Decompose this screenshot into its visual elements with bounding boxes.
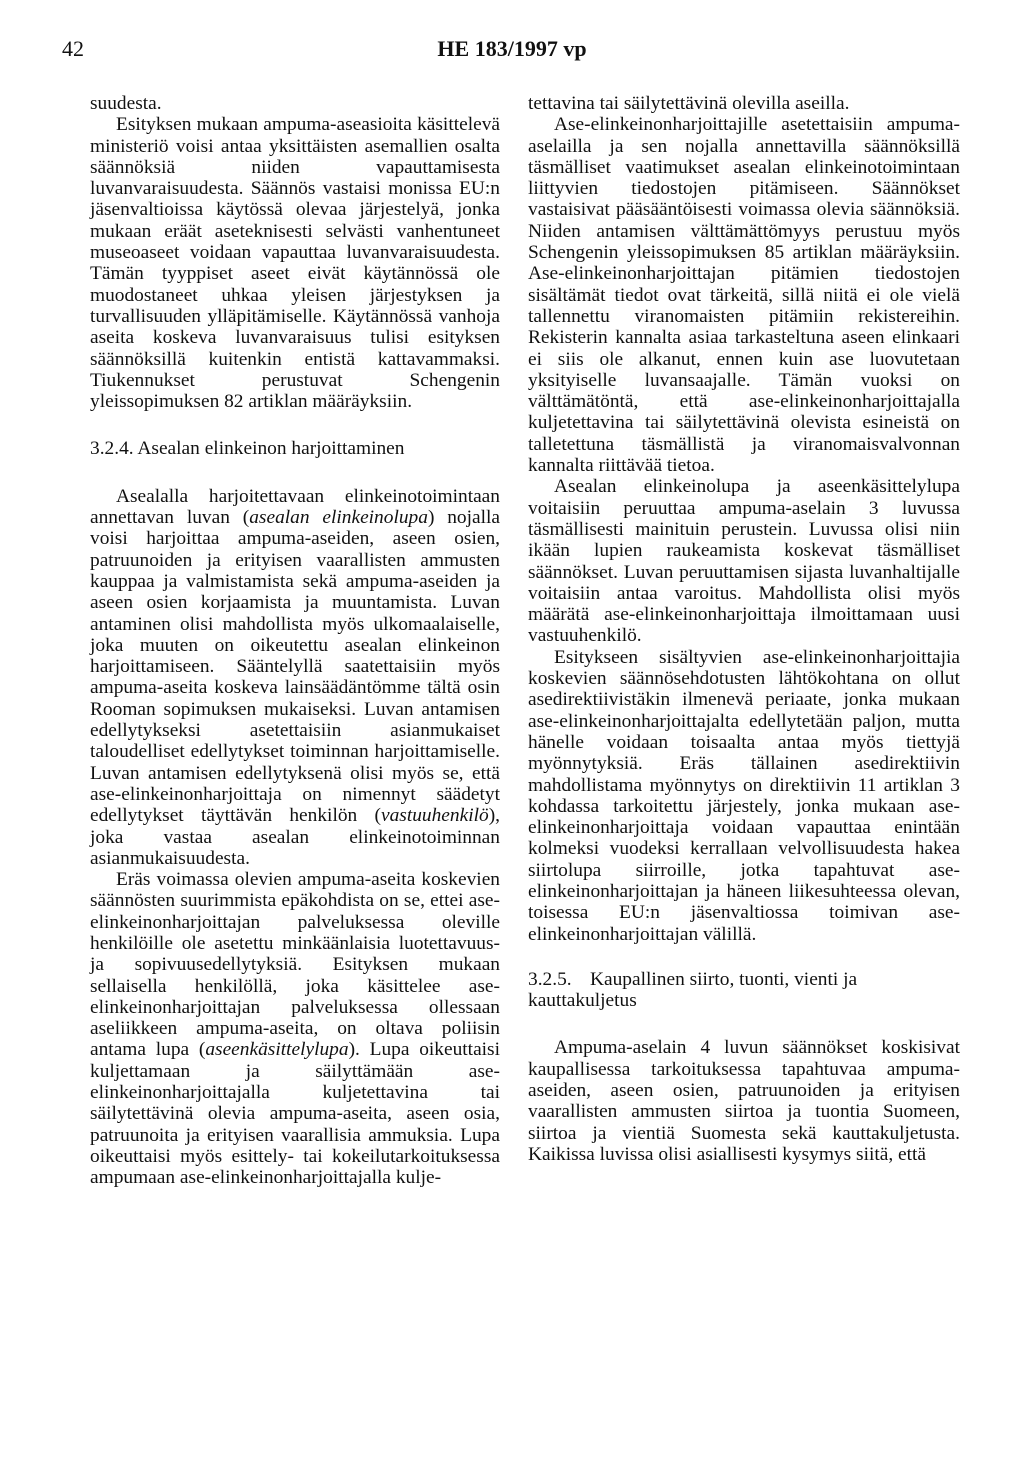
paragraph: Asealan elinkeinolupa ja aseenkäsittelylupa voitaisiin peruuttaa ampuma-aselain 3 luvussa täsmällisesti mainituin perustein. Luvussa olisi niin ikään lupien raukeamista koskevat täsmälliset säännökset. Luvan peruuttamisen sijasta luvanhaltijalle voitaisiin antaa varoitus. Mahdollista olisi myös määrätä ase-elinkeinonharjoittaja ilmoittamaan uusi vastuuhenkilö. [528, 476, 960, 647]
text-span: Eräs voimassa olevien ampuma-aseita koskevien säännösten suurimmista epäkohdista on se, ettei ase-elinkeinonharjoittajan palveluksessa oleville henkilöille ole asetettu minkäänlaisia luotettavuus- ja sopivuusedellytyksiä. Esityksen mukaan sellaisella henkilöllä, joka käsittelee ase-elinkeinonharjoittajan palveluksessa ollessaan aseliikkeen ampuma-aseita, on oltava poliisin antama lupa ( [90, 869, 500, 1061]
paragraph: Esitykseen sisältyvien ase-elinkeinonharjoittajia koskevien säännösehdotusten lähtökohtana on ollut asedirektiivistäkin ilmenevä periaate, jonka mukaan ase-elinkeinonharjoittajalta edellytetään paljon, mutta hänelle voidaan toisaalta antaa myös tiettyjä myönnytyksiä. Eräs tällainen asedirektiivin mahdollistama myönnytys on direktiivin 11 artiklan 3 kohdassa tarkoitettu järjestely, jonka mukaan ase-elinkeinonharjoittaja voidaan vapauttaa enintään kolmeksi vuodeksi kerrallaan velvollisuudesta hakea siirtolupa siirroille, jotka tapahtuvat ase-elinkeinonharjoittajan ja häneen liikesuhteessa olevan, toisessa EU:n jäsenvaltiossa toimivan ase-elinkeinonharjoittajan välillä. [528, 646, 960, 945]
section-heading [528, 969, 960, 1012]
paragraph [90, 486, 500, 869]
italic-term: aseenkäsittelylupa [205, 1039, 349, 1061]
italic-term: vastuuhenkilö [380, 805, 489, 827]
right-column [528, 93, 960, 1165]
left-column [90, 93, 500, 1189]
paragraph: Ase-elinkeinonharjoittajille asetettaisiin ampuma-aselailla ja sen nojalla annettavilla säännöksillä täsmälliset vaatimukset asealan elinkeinotoimintaan liittyvien tiedostojen pitämiseen. Säännökset vastaisivat pääsääntöisesti voimassa olevia säännöksiä. Niiden antamisen välttämättömyys perustuu myös Schengenin yleissopimuksen 85 artiklan määräyksiin. Ase-elinkeinonharjoittajan pitämien tiedostojen sisältämät tiedot ovat tärkeitä, sillä niitä ei ole vielä tallennettu viranomaisten pitämiin rekistereihin. Rekisterin kannalta asiaa tarkasteltuna aseen elinkaari ei siis ole alkanut, ennen kuin ase luovutetaan yksityiselle luvansaajalle. Tämän vuoksi on välttämätöntä, että ase-elinkeinonharjoittajalla kuljetettavina tai säilytettävinä olevista esineistä on talletettuna täsmällistä ja viranomaisvalvonnan kannalta riittävää tietoa. [528, 114, 960, 477]
text-span: ) nojalla voisi harjoittaa ampuma-aseiden, aseen osien, patruunoiden ja erityisen vaarallisten ammusten kauppaa ja valmistamista sekä ampuma-aseiden ja aseen osien korjaamista ja muuntamista. Luvan antaminen olisi mahdollista myös ulkomaalaiselle, joka muuten on oikeutettu asealan elinkeinon harjoittamiseen. Sääntelyllä saatettaisiin myös ampuma-aseita koskeva lainsäädäntömme tältä osin Rooman sopimuksen mukaiseksi. Luvan antamisen edellytykseksi asetettaisiin asianmukaiset taloudelliset edellytykset toiminnan harjoittamiselle. Luvan antamisen edellytyksenä olisi myös se, että ase-elinkeinonharjoittaja on nimennyt säädetyt edellytykset täyttävän henkilön ( [90, 507, 501, 827]
paragraph: Ampuma-aselain 4 luvun säännökset koskisivat kaupallisessa tarkoituksessa tapahtuvaa ampuma-aseiden, aseen osien, patruunoiden ja erityisen vaarallisten ammusten siirtoa ja tuontia Suomeen, siirtoa ja vientiä Suomesta sekä kauttakuljetusta. Kaikissa luvissa olisi asiallisesti kysymys siitä, että [528, 1037, 960, 1165]
text-span: ), joka vastaa asealan elinkeinotoiminnan asianmukaisuudesta. [90, 805, 500, 869]
section-number: 3.2.5. [528, 968, 572, 990]
page-number: 42 [62, 36, 84, 61]
paragraph-continuation: suudesta. [90, 93, 162, 114]
running-header: HE 183/1997 vp [437, 36, 587, 61]
italic-term: asealan elinkeinolupa [249, 507, 428, 529]
text-span: ). Lupa oikeuttaisi kuljettamaan ja säilyttämään ase-elinkeinonharjoittajalla kuljetettavina tai säilytettävinä olevia ampuma-aseita, aseen osia, patruunoita ja erityisen vaarallisia ammuksia. Lupa oikeuttaisi myös esittely- tai kokeilutarkoituksessa ampumaan ase-elinkeinonharjoittajalla kulje- [90, 1039, 500, 1189]
paragraph: Esityksen mukaan ampuma-aseasioita käsittelevä ministeriö voisi antaa yksittäisten asemallien osalta säännöksiä niiden vapauttamisesta luvanvaraisuudesta. Säännös vastaisi monissa EU:n jäsenvaltioissa käytössä olevaa järjestelyä, jonka mukaan eräät aseteknisesti selvästi vanhentuneet museoaseet voidaan vapauttaa luvanvaraisuudesta. Tämän tyyppiset aseet eivät käytännössä ole muodostaneet uhkaa yleisen järjestyksen ja turvallisuuden ylläpitämiselle. Käytännössä vanhoja aseita koskeva luvanvaraisuus tulisi esityksen säännöksillä kuitenkin entistä kattavammaksi. Tiukennukset perustuvat Schengenin yleissopimuksen 82 artiklan määräyksiin. [90, 114, 500, 413]
paragraph [90, 869, 500, 1188]
paragraph-continuation: tettavina tai säilytettävinä olevilla aseilla. [528, 93, 850, 114]
section-title: Kaupallinen siirto, tuonti, vienti ja kauttakuljetus [528, 968, 858, 1012]
section-heading: 3.2.4. Asealan elinkeinon harjoittaminen [90, 438, 405, 460]
text-span: Asealalla harjoitettavaan elinkeinotoimintaan annettavan luvan ( [90, 485, 500, 529]
